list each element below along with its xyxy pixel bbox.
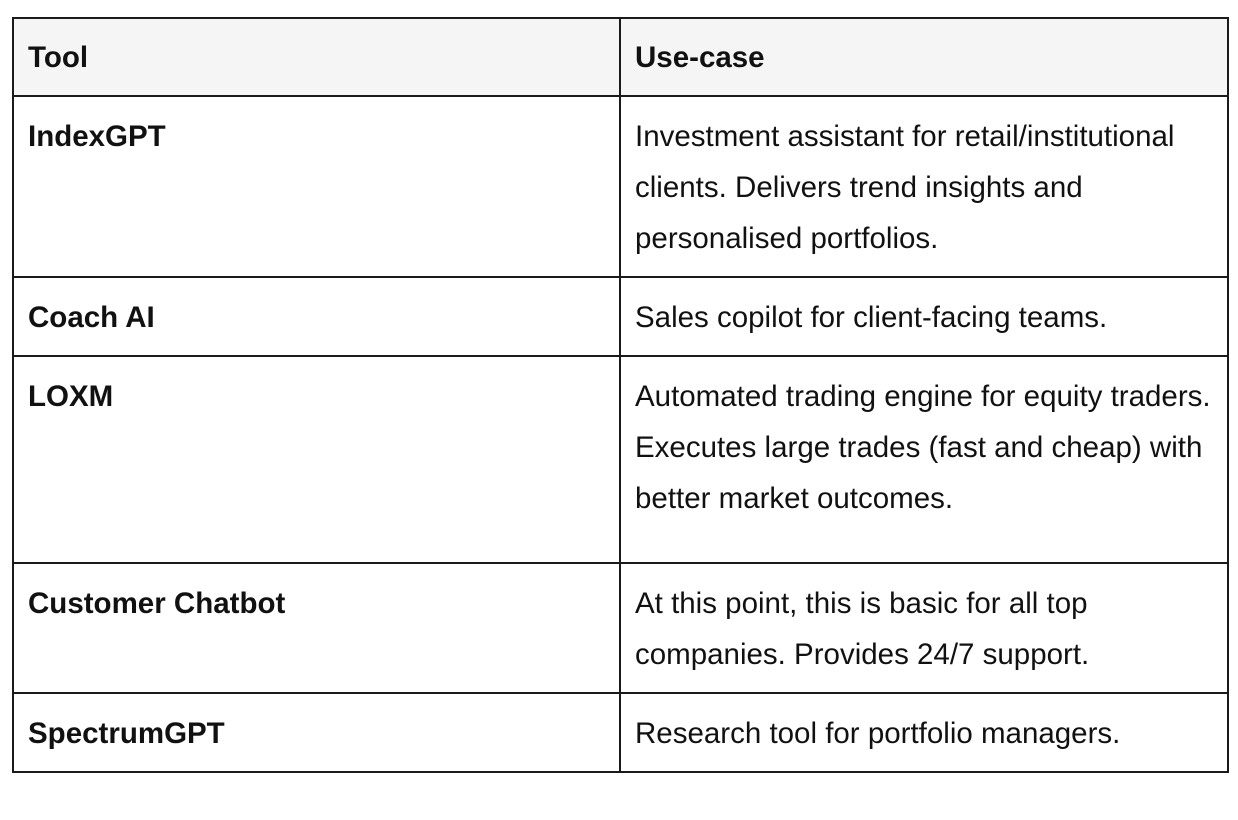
use-case-cell: Investment assistant for retail/institutional clients. Delivers trend insights and personalised portfolios. [620, 96, 1228, 277]
tool-name-cell: SpectrumGPT [13, 693, 620, 772]
use-case-cell: Automated trading engine for equity traders. Executes large trades (fast and cheap) with better market outcomes. [620, 356, 1228, 563]
use-case-cell: Sales copilot for client-facing teams. [620, 277, 1228, 356]
tool-name-cell: Coach AI [13, 277, 620, 356]
table-row [13, 693, 1228, 772]
table-row [13, 356, 1228, 563]
header-tool: Tool [13, 18, 620, 96]
tool-name-cell: LOXM [13, 356, 620, 563]
header-row [13, 18, 1228, 96]
tool-name-cell: IndexGPT [13, 96, 620, 277]
tool-name-cell: Customer Chatbot [13, 563, 620, 693]
table-row [13, 563, 1228, 693]
tools-table [12, 17, 1229, 773]
use-case-cell: Research tool for portfolio managers. [620, 693, 1228, 772]
table-row [13, 277, 1228, 356]
header-use-case: Use-case [620, 18, 1228, 96]
use-case-cell: At this point, this is basic for all top companies. Provides 24/7 support. [620, 563, 1228, 693]
table-row [13, 96, 1228, 277]
